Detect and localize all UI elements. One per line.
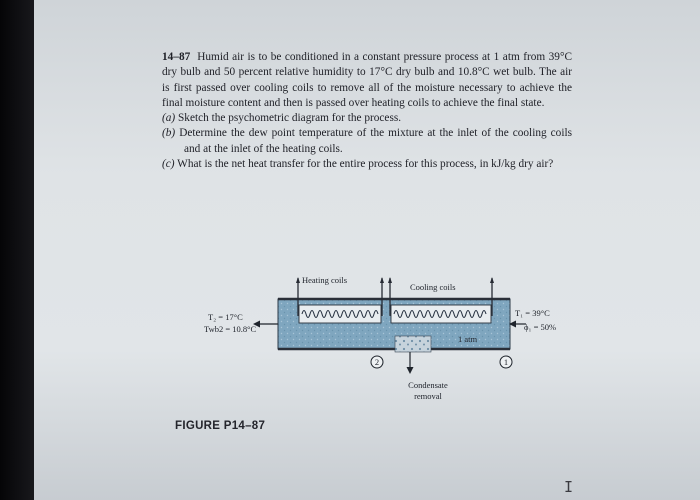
- duct-diagram: [202, 266, 562, 426]
- problem-text: [162, 50, 572, 172]
- inlet-humidity: ϕ₁ = 50%: [524, 322, 557, 332]
- cooling-coils-label: Cooling coils: [410, 282, 456, 292]
- part-a: [162, 111, 572, 126]
- exit-temperature: T₂ = 17°C: [208, 312, 243, 322]
- part-a-text: Sketch the psychometric diagram for the process.: [178, 112, 402, 125]
- part-c-text: What is the net heat transfer for the entire process for this process, in kJ/kg dry air?: [177, 158, 554, 171]
- heating-coils-label: Heating coils: [302, 275, 348, 285]
- part-b: [162, 126, 572, 157]
- exit-wet-bulb: Twb2 = 10.8°C: [204, 324, 257, 334]
- part-c-label: (c): [162, 158, 175, 171]
- left-dark-edge: [0, 0, 34, 500]
- inlet-temperature: T₁ = 39°C: [515, 308, 550, 318]
- figure-caption: FIGURE P14–87: [175, 420, 266, 432]
- condensate-label: Condensate: [408, 380, 448, 390]
- state-2-label: 2: [374, 357, 380, 367]
- pressure-label: 1 atm: [458, 334, 478, 344]
- text-cursor-icon: I: [564, 478, 574, 496]
- removal-label: removal: [414, 391, 442, 401]
- textbook-page: [34, 0, 700, 500]
- condensate-arrow-icon: [407, 367, 414, 374]
- part-c: [162, 157, 572, 172]
- part-b-label: (b): [162, 127, 176, 140]
- state-1-label: 1: [503, 357, 509, 367]
- part-b-text: Determine the dew point temperature of the mixture at the inlet of the cooling coils and at the inlet of the heating coils.: [179, 127, 572, 155]
- part-a-label: (a): [162, 112, 176, 125]
- problem-intro: Humid air is to be conditioned in a constant pressure process at 1 atm from 39°C dry bulb and 50 percent relative humidity to 17°C dry bulb and 10.8°C wet bulb. The air is first passed over cooling coils to remove all of the moisture necessary to achieve the final moisture content and then is passed over heating coils to achieve the final state.: [162, 51, 573, 109]
- heating-coils: [299, 305, 381, 323]
- problem-number: 14–87: [162, 51, 191, 63]
- condensate-tray: [395, 336, 431, 352]
